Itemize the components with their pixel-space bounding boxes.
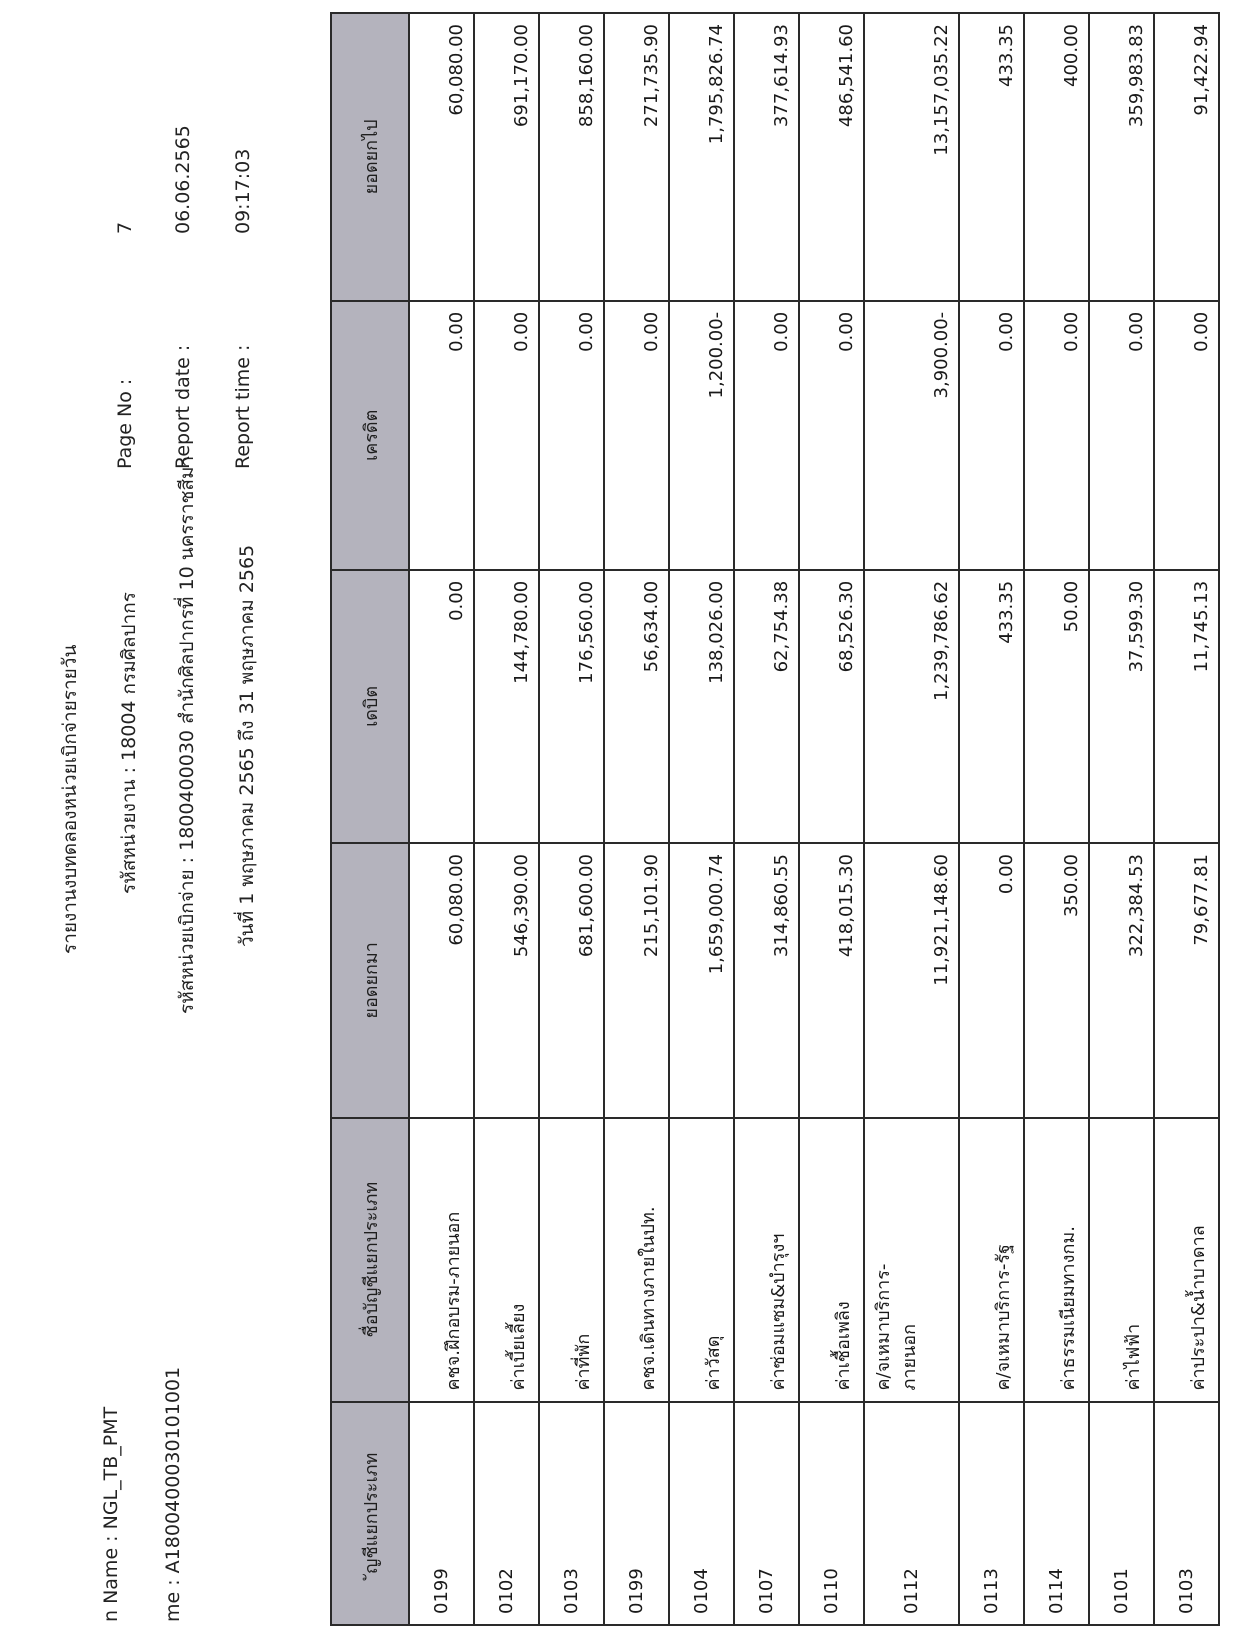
- account-name: ค่าเบี้ยเลี้ยง: [474, 1118, 539, 1402]
- closing-balance: 377,614.93: [734, 13, 799, 301]
- column-header-account-name: ชื่อบัญชีแยกประเภท: [331, 1118, 409, 1402]
- account-name: คชจ.ฝึกอบรม-ภายนอก: [409, 1118, 474, 1402]
- account-name: ค่าไฟฟ้า: [1089, 1118, 1154, 1402]
- table-row: [1024, 13, 1089, 1625]
- closing-balance: 486,541.60: [799, 13, 864, 301]
- debit-amount: 11,745.13: [1154, 570, 1219, 843]
- credit-amount: 3,900.00-: [864, 301, 959, 570]
- closing-balance: 359,983.83: [1089, 13, 1154, 301]
- opening-balance: 11,921,148.60: [864, 843, 959, 1118]
- opening-balance: 322,384.53: [1089, 843, 1154, 1118]
- opening-balance: 350.00: [1024, 843, 1089, 1118]
- debit-amount: 62,754.38: [734, 570, 799, 843]
- account-code: 0199: [409, 1402, 474, 1625]
- account-code: 0112: [864, 1402, 959, 1625]
- account-name: [864, 1118, 959, 1402]
- account-code: 0102: [474, 1402, 539, 1625]
- column-header-closing-balance: ยอดยกไป: [331, 13, 409, 301]
- unit-name: me : A1800400030101001: [162, 1366, 184, 1622]
- opening-balance: 418,015.30: [799, 843, 864, 1118]
- closing-balance: 691,170.00: [474, 13, 539, 301]
- credit-amount: 0.00: [1024, 301, 1089, 570]
- credit-amount: 0.00: [474, 301, 539, 570]
- account-code: 0107: [734, 1402, 799, 1625]
- credit-amount: 1,200.00-: [669, 301, 734, 570]
- report-date-value: 06.06.2565: [172, 125, 194, 234]
- credit-amount: 0.00: [1154, 301, 1219, 570]
- account-name: ค่าที่พัก: [539, 1118, 604, 1402]
- debit-amount: 176,560.00: [539, 570, 604, 843]
- opening-balance: 79,677.81: [1154, 843, 1219, 1118]
- trial-balance-table: [330, 12, 1220, 1626]
- debit-amount: 56,634.00: [604, 570, 669, 843]
- credit-amount: 0.00: [604, 301, 669, 570]
- account-name: ค่าเชื้อเพลิง: [799, 1118, 864, 1402]
- debit-amount: 144,780.00: [474, 570, 539, 843]
- column-header-opening-balance: ยอดยกมา: [331, 843, 409, 1118]
- account-name: ค่าซ่อมแซม&บำรุงฯ: [734, 1118, 799, 1402]
- table-row: [1154, 13, 1219, 1625]
- agency-code: รหัสหน่วยงาน : 18004 กรมศิลปากร: [118, 592, 140, 894]
- table-row: [799, 13, 864, 1625]
- table-row: [734, 13, 799, 1625]
- closing-balance: 13,157,035.22: [864, 13, 959, 301]
- table-row: [864, 13, 959, 1625]
- opening-balance: 1,659,000.74: [669, 843, 734, 1118]
- report-title: รายงานงบทดลองหน่วยเบิกจ่ายรายวัน: [59, 644, 81, 954]
- report-name: n Name : NGL_TB_PMT: [100, 1406, 122, 1622]
- page-no-value: 7: [114, 221, 136, 234]
- credit-amount: 0.00: [1089, 301, 1154, 570]
- credit-amount: 0.00: [959, 301, 1024, 570]
- table-row: [539, 13, 604, 1625]
- disbursing-unit: รหัสหน่วยเบิกจ่าย : 1800400030 สำนักศิลปากรที่ 10 นครราชสีมา: [176, 455, 198, 1014]
- table-header-row: [331, 13, 409, 1625]
- credit-amount: 0.00: [539, 301, 604, 570]
- table-row: [959, 13, 1024, 1625]
- table-row: [1089, 13, 1154, 1625]
- account-code: 0114: [1024, 1402, 1089, 1625]
- account-name: ค่าธรรมเนียมทางกม.: [1024, 1118, 1089, 1402]
- debit-amount: 0.00: [409, 570, 474, 843]
- account-name: คชจ.เดินทางภายในปท.: [604, 1118, 669, 1402]
- debit-amount: 50.00: [1024, 570, 1089, 843]
- account-code: 0104: [669, 1402, 734, 1625]
- debit-amount: 433.35: [959, 570, 1024, 843]
- account-code: 0101: [1089, 1402, 1154, 1625]
- opening-balance: 0.00: [959, 843, 1024, 1118]
- opening-balance: 314,860.55: [734, 843, 799, 1118]
- account-code: 0110: [799, 1402, 864, 1625]
- report-date-label: Report date :: [172, 344, 194, 469]
- report-time-label: Report time :: [232, 344, 254, 469]
- closing-balance: 433.35: [959, 13, 1024, 301]
- column-header-credit: เครดิต: [331, 301, 409, 570]
- account-name-line-2: ภายนอก: [899, 1323, 920, 1391]
- account-code: 0103: [1154, 1402, 1219, 1625]
- page-no-label: Page No :: [114, 378, 136, 469]
- account-name: ค่าประปา&น้ำบาดาล: [1154, 1118, 1219, 1402]
- debit-amount: 37,599.30: [1089, 570, 1154, 843]
- closing-balance: 1,795,826.74: [669, 13, 734, 301]
- report-period: วันที่ 1 พฤษภาคม 2565 ถึง 31 พฤษภาคม 2565: [236, 544, 258, 947]
- debit-amount: 68,526.30: [799, 570, 864, 843]
- debit-amount: 1,239,786.62: [864, 570, 959, 843]
- credit-amount: 0.00: [734, 301, 799, 570]
- closing-balance: 91,422.94: [1154, 13, 1219, 301]
- column-header-debit: เดบิต: [331, 570, 409, 843]
- report-time-value: 09:17:03: [232, 148, 254, 234]
- account-code: 0199: [604, 1402, 669, 1625]
- account-name: ค/จเหมาบริการ-รัฐ: [959, 1118, 1024, 1402]
- column-header-account-code: ัญชีแยกประเภท: [331, 1402, 409, 1625]
- table-row: [604, 13, 669, 1625]
- opening-balance: 60,080.00: [409, 843, 474, 1118]
- credit-amount: 0.00: [799, 301, 864, 570]
- opening-balance: 546,390.00: [474, 843, 539, 1118]
- closing-balance: 858,160.00: [539, 13, 604, 301]
- credit-amount: 0.00: [409, 301, 474, 570]
- table-row: [409, 13, 474, 1625]
- closing-balance: 271,735.90: [604, 13, 669, 301]
- account-code: 0103: [539, 1402, 604, 1625]
- account-code: 0113: [959, 1402, 1024, 1625]
- closing-balance: 400.00: [1024, 13, 1089, 301]
- debit-amount: 138,026.00: [669, 570, 734, 843]
- table-row: [669, 13, 734, 1625]
- account-name: ค่าวัสดุ: [669, 1118, 734, 1402]
- opening-balance: 681,600.00: [539, 843, 604, 1118]
- closing-balance: 60,080.00: [409, 13, 474, 301]
- opening-balance: 215,101.90: [604, 843, 669, 1118]
- account-name-line-1: ค/จเหมาบริการ-: [873, 1263, 894, 1391]
- table-row: [474, 13, 539, 1625]
